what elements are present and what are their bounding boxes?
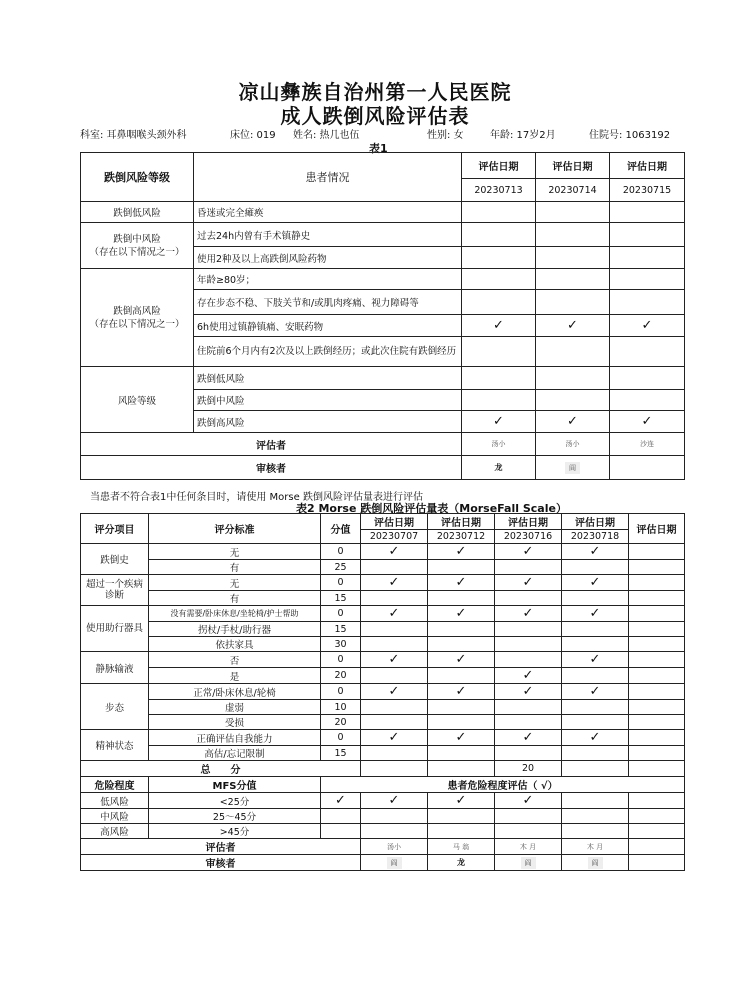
standard: 受损 bbox=[149, 715, 321, 730]
check-mark-icon: ✓ bbox=[361, 793, 428, 809]
high-risk-item: 存在步态不稳、下肢关节和/或肌肉疼痛、视力障碍等 bbox=[194, 290, 462, 315]
assessment-date-2: 20230712 bbox=[428, 530, 495, 544]
reviewer-signature bbox=[562, 855, 629, 871]
cell bbox=[428, 809, 495, 824]
signature-text: 阎 bbox=[565, 462, 580, 474]
low-risk-label: 跌倒低风险 bbox=[81, 202, 194, 223]
check-mark-icon: ✓ bbox=[495, 793, 562, 809]
standard: 有 bbox=[149, 560, 321, 575]
col-header-date-2: 评估日期 bbox=[536, 153, 610, 179]
score: 15 bbox=[321, 622, 361, 637]
item-gait: 步态 bbox=[81, 684, 149, 730]
cell bbox=[629, 824, 685, 839]
cell bbox=[536, 202, 610, 223]
check-mark-icon: ✓ bbox=[428, 730, 495, 746]
standard: 正常/卧床休息/轮椅 bbox=[149, 684, 321, 700]
high-risk-label-line2: （存在以下情况之一） bbox=[89, 318, 185, 330]
signature-text: 汤小 bbox=[565, 440, 580, 448]
check-mark-icon: ✓ bbox=[495, 730, 562, 746]
patient-admission-no: 住院号: 1063192 bbox=[589, 130, 671, 141]
cell bbox=[562, 746, 629, 761]
morse-fall-scale-table bbox=[80, 513, 685, 777]
col-header-date-4: 评估日期 bbox=[562, 514, 629, 530]
cell bbox=[495, 591, 562, 606]
mid-risk-item: 过去24h内曾有手术镇静史 bbox=[194, 223, 462, 247]
table1-reviewer-label: 审核者 bbox=[81, 456, 462, 480]
cell bbox=[562, 700, 629, 715]
check-mark-icon: ✓ bbox=[562, 544, 629, 560]
check-mark-icon: ✓ bbox=[495, 684, 562, 700]
signature-text: 沙连 bbox=[640, 440, 654, 448]
cell bbox=[361, 715, 428, 730]
patient-dept: 科室: 耳鼻咽喉头颈外科 bbox=[80, 130, 187, 141]
standard: 拐杖/手杖/助行器 bbox=[149, 622, 321, 637]
high-risk-item: 6h使用过镇静镇痛、安眠药物 bbox=[194, 315, 462, 337]
patient-gender: 性别: 女 bbox=[427, 130, 464, 141]
risk-degree-high: 高风险 bbox=[81, 824, 149, 839]
assessor-signature bbox=[495, 839, 562, 855]
cell bbox=[562, 637, 629, 652]
check-mark-icon: ✓ bbox=[562, 652, 629, 668]
cell bbox=[536, 269, 610, 290]
mid-risk-label-line1: 跌倒中风险 bbox=[113, 233, 161, 245]
score: 0 bbox=[321, 684, 361, 700]
col-header-date-1: 评估日期 bbox=[361, 514, 428, 530]
cell bbox=[629, 715, 685, 730]
assessment-date-2: 20230714 bbox=[536, 179, 610, 202]
check-mark-icon: ✓ bbox=[462, 315, 536, 337]
cell bbox=[361, 809, 428, 824]
cell bbox=[610, 337, 685, 367]
check-mark-icon: ✓ bbox=[562, 684, 629, 700]
patient-bed: 床位: 019 bbox=[230, 130, 276, 141]
high-risk-item: 住院前6个月内有2次及以上跌倒经历；或此次住院有跌倒经历 bbox=[194, 337, 462, 367]
signature-text: 龙 bbox=[457, 858, 465, 867]
score: 0 bbox=[321, 730, 361, 746]
score: 0 bbox=[321, 606, 361, 622]
check-mark-icon: ✓ bbox=[428, 575, 495, 591]
signature-text: 木 月 bbox=[519, 842, 537, 851]
item-walking-aid: 使用助行器具 bbox=[81, 606, 149, 652]
assessor-signature bbox=[462, 433, 536, 456]
col-header-date-3: 评估日期 bbox=[495, 514, 562, 530]
score: 0 bbox=[321, 544, 361, 560]
risk-degree-table bbox=[80, 776, 685, 871]
col-header-date-3: 评估日期 bbox=[610, 153, 685, 179]
cell bbox=[610, 390, 685, 411]
check-mark-icon: ✓ bbox=[321, 793, 361, 809]
risk-level-mid: 跌倒中风险 bbox=[194, 390, 462, 411]
check-mark-icon: ✓ bbox=[562, 730, 629, 746]
check-mark-icon: ✓ bbox=[361, 730, 428, 746]
check-mark-icon: ✓ bbox=[610, 411, 685, 433]
patient-age: 年龄: 17岁2月 bbox=[490, 130, 556, 141]
cell bbox=[361, 560, 428, 575]
cell bbox=[610, 269, 685, 290]
mfs-high: >45分 bbox=[149, 824, 321, 839]
cell bbox=[629, 560, 685, 575]
cell bbox=[462, 367, 536, 390]
check-mark-icon: ✓ bbox=[536, 411, 610, 433]
cell bbox=[629, 591, 685, 606]
mfs-low: <25分 bbox=[149, 793, 321, 809]
score: 15 bbox=[321, 746, 361, 761]
cell bbox=[562, 622, 629, 637]
cell bbox=[428, 668, 495, 684]
standard: 否 bbox=[149, 652, 321, 668]
check-mark-icon: ✓ bbox=[428, 544, 495, 560]
cell bbox=[495, 809, 562, 824]
cell bbox=[562, 715, 629, 730]
standard: 有 bbox=[149, 591, 321, 606]
cell bbox=[629, 684, 685, 700]
item-mental-status: 精神状态 bbox=[81, 730, 149, 761]
check-mark-icon: ✓ bbox=[361, 606, 428, 622]
col-header-risk-evaluation: 患者危险程度评估（ √） bbox=[321, 777, 685, 793]
assessment-date-4: 20230718 bbox=[562, 530, 629, 544]
cell bbox=[361, 591, 428, 606]
score: 25 bbox=[321, 560, 361, 575]
score: 0 bbox=[321, 652, 361, 668]
col-header-patient-status: 患者情况 bbox=[194, 153, 462, 202]
cell bbox=[610, 367, 685, 390]
risk-level-label: 风险等级 bbox=[81, 367, 194, 433]
signature-text: 汤小 bbox=[387, 842, 401, 851]
check-mark-icon: ✓ bbox=[361, 544, 428, 560]
cell bbox=[462, 390, 536, 411]
cell bbox=[536, 223, 610, 247]
table3-assessor-label: 评估者 bbox=[81, 839, 361, 855]
cell bbox=[462, 269, 536, 290]
cell bbox=[629, 793, 685, 809]
col-header-risk-degree: 危险程度 bbox=[81, 777, 149, 793]
check-mark-icon: ✓ bbox=[495, 544, 562, 560]
cell bbox=[495, 700, 562, 715]
standard: 没有需要/卧床休息/坐轮椅/护士帮助 bbox=[149, 606, 321, 622]
cell bbox=[428, 622, 495, 637]
signature-text: 龙 bbox=[494, 463, 503, 472]
cell bbox=[462, 202, 536, 223]
assessment-date-1: 20230707 bbox=[361, 530, 428, 544]
assessor-signature bbox=[428, 839, 495, 855]
cell bbox=[361, 746, 428, 761]
check-mark-icon: ✓ bbox=[562, 575, 629, 591]
cell bbox=[610, 202, 685, 223]
cell bbox=[629, 637, 685, 652]
check-mark-icon: ✓ bbox=[361, 652, 428, 668]
cell bbox=[629, 746, 685, 761]
cell bbox=[495, 746, 562, 761]
total-score bbox=[361, 761, 428, 777]
cell bbox=[629, 652, 685, 668]
assessor-signature bbox=[610, 433, 685, 456]
mid-risk-label bbox=[81, 223, 194, 269]
high-risk-item: 年龄≥80岁； bbox=[194, 269, 462, 290]
cell bbox=[629, 544, 685, 560]
item-fall-history: 跌倒史 bbox=[81, 544, 149, 575]
cell bbox=[629, 575, 685, 591]
cell bbox=[536, 247, 610, 269]
low-risk-item: 昏迷或完全瘫痪 bbox=[194, 202, 462, 223]
col-header-risk-level: 跌倒风险等级 bbox=[81, 153, 194, 202]
cell bbox=[428, 824, 495, 839]
standard: 依扶家具 bbox=[149, 637, 321, 652]
cell bbox=[495, 652, 562, 668]
assessor-signature bbox=[562, 839, 629, 855]
cell bbox=[629, 606, 685, 622]
signature-text: 汤小 bbox=[491, 440, 506, 448]
check-mark-icon: ✓ bbox=[361, 575, 428, 591]
cell bbox=[562, 793, 629, 809]
col-header-score: 分值 bbox=[321, 514, 361, 544]
cell bbox=[562, 824, 629, 839]
high-risk-label-line1: 跌倒高风险 bbox=[113, 305, 161, 317]
cell bbox=[610, 456, 685, 480]
morse-note: 当患者不符合表1中任何条目时，请使用 Morse 跌倒风险评估量表进行评估 bbox=[90, 492, 423, 503]
signature-text: 木 月 bbox=[586, 842, 604, 851]
cell bbox=[428, 700, 495, 715]
reviewer-signature bbox=[536, 456, 610, 480]
col-header-date-1: 评估日期 bbox=[462, 153, 536, 179]
check-mark-icon: ✓ bbox=[495, 668, 562, 684]
cell bbox=[629, 730, 685, 746]
score: 0 bbox=[321, 575, 361, 591]
cell bbox=[462, 290, 536, 315]
high-risk-label bbox=[81, 269, 194, 367]
reviewer-signature bbox=[462, 456, 536, 480]
cell bbox=[536, 367, 610, 390]
signature-text: 阎 bbox=[387, 857, 402, 869]
check-mark-icon: ✓ bbox=[428, 684, 495, 700]
cell bbox=[462, 337, 536, 367]
signature-text: 阎 bbox=[521, 857, 536, 869]
assessor-signature bbox=[361, 839, 428, 855]
check-mark-icon: ✓ bbox=[462, 411, 536, 433]
table1-assessor-label: 评估者 bbox=[81, 433, 462, 456]
signature-text: 阎 bbox=[588, 857, 603, 869]
cell bbox=[536, 290, 610, 315]
cell bbox=[361, 668, 428, 684]
cell bbox=[629, 668, 685, 684]
cell bbox=[562, 668, 629, 684]
cell bbox=[428, 637, 495, 652]
cell bbox=[610, 247, 685, 269]
col-header-date-5: 评估日期 bbox=[629, 514, 685, 544]
cell bbox=[361, 622, 428, 637]
check-mark-icon: ✓ bbox=[428, 606, 495, 622]
cell bbox=[495, 715, 562, 730]
cell bbox=[629, 761, 685, 777]
cell bbox=[428, 746, 495, 761]
total-score-label: 总 分 bbox=[81, 761, 361, 777]
standard: 正确评估自我能力 bbox=[149, 730, 321, 746]
col-header-date-2: 评估日期 bbox=[428, 514, 495, 530]
cell bbox=[562, 591, 629, 606]
cell bbox=[495, 622, 562, 637]
col-header-item: 评分项目 bbox=[81, 514, 149, 544]
mid-risk-label-line2: （存在以下情况之一） bbox=[89, 246, 185, 258]
cell bbox=[562, 809, 629, 824]
cell bbox=[536, 390, 610, 411]
total-score bbox=[428, 761, 495, 777]
cell bbox=[536, 337, 610, 367]
item-diagnosis: 超过一个疾病诊断 bbox=[81, 575, 149, 606]
cell bbox=[610, 290, 685, 315]
mfs-mid: 25～45分 bbox=[149, 809, 321, 824]
cell bbox=[495, 824, 562, 839]
table3-reviewer-label: 审核者 bbox=[81, 855, 361, 871]
standard: 无 bbox=[149, 575, 321, 591]
check-mark-icon: ✓ bbox=[562, 606, 629, 622]
cell bbox=[495, 637, 562, 652]
check-mark-icon: ✓ bbox=[610, 315, 685, 337]
signature-text: 马 翁 bbox=[452, 842, 470, 851]
patient-name: 姓名: 热几也伍 bbox=[293, 130, 360, 141]
cell bbox=[629, 809, 685, 824]
score: 10 bbox=[321, 700, 361, 715]
standard: 是 bbox=[149, 668, 321, 684]
total-score: 20 bbox=[495, 761, 562, 777]
score: 30 bbox=[321, 637, 361, 652]
hospital-name: 凉山彝族自治州第一人民医院 bbox=[238, 80, 512, 104]
cell bbox=[428, 591, 495, 606]
cell bbox=[361, 824, 428, 839]
cell bbox=[361, 637, 428, 652]
check-mark-icon: ✓ bbox=[495, 606, 562, 622]
cell bbox=[321, 809, 361, 824]
reviewer-signature bbox=[428, 855, 495, 871]
risk-level-high: 跌倒高风险 bbox=[194, 411, 462, 433]
col-header-standard: 评分标准 bbox=[149, 514, 321, 544]
table2-label: 表2 Morse 跌倒风险评估量表（MorseFall Scale） bbox=[296, 502, 567, 515]
standard: 高估/忘记限制 bbox=[149, 746, 321, 761]
cell bbox=[629, 700, 685, 715]
score: 15 bbox=[321, 591, 361, 606]
table1-label: 表1 bbox=[369, 142, 388, 155]
assessment-date-3: 20230716 bbox=[495, 530, 562, 544]
score: 20 bbox=[321, 668, 361, 684]
cell bbox=[629, 622, 685, 637]
item-iv-infusion: 静脉输液 bbox=[81, 652, 149, 684]
score: 20 bbox=[321, 715, 361, 730]
cell bbox=[428, 560, 495, 575]
assessment-date-3: 20230715 bbox=[610, 179, 685, 202]
cell bbox=[610, 223, 685, 247]
cell bbox=[462, 223, 536, 247]
cell bbox=[495, 560, 562, 575]
reviewer-signature bbox=[361, 855, 428, 871]
total-score bbox=[562, 761, 629, 777]
check-mark-icon: ✓ bbox=[361, 684, 428, 700]
check-mark-icon: ✓ bbox=[495, 575, 562, 591]
fall-risk-level-table bbox=[80, 152, 685, 480]
cell bbox=[321, 824, 361, 839]
standard: 无 bbox=[149, 544, 321, 560]
check-mark-icon: ✓ bbox=[428, 652, 495, 668]
standard: 虚弱 bbox=[149, 700, 321, 715]
reviewer-signature bbox=[495, 855, 562, 871]
mid-risk-item: 使用2种及以上高跌倒风险药物 bbox=[194, 247, 462, 269]
cell bbox=[629, 839, 685, 855]
risk-level-low: 跌倒低风险 bbox=[194, 367, 462, 390]
risk-degree-mid: 中风险 bbox=[81, 809, 149, 824]
form-title: 成人跌倒风险评估表 bbox=[280, 104, 470, 128]
cell bbox=[562, 560, 629, 575]
assessor-signature bbox=[536, 433, 610, 456]
assessment-date-1: 20230713 bbox=[462, 179, 536, 202]
cell bbox=[462, 247, 536, 269]
check-mark-icon: ✓ bbox=[428, 793, 495, 809]
cell bbox=[361, 700, 428, 715]
check-mark-icon: ✓ bbox=[536, 315, 610, 337]
cell bbox=[428, 715, 495, 730]
cell bbox=[629, 855, 685, 871]
risk-degree-low: 低风险 bbox=[81, 793, 149, 809]
col-header-mfs: MFS分值 bbox=[149, 777, 321, 793]
